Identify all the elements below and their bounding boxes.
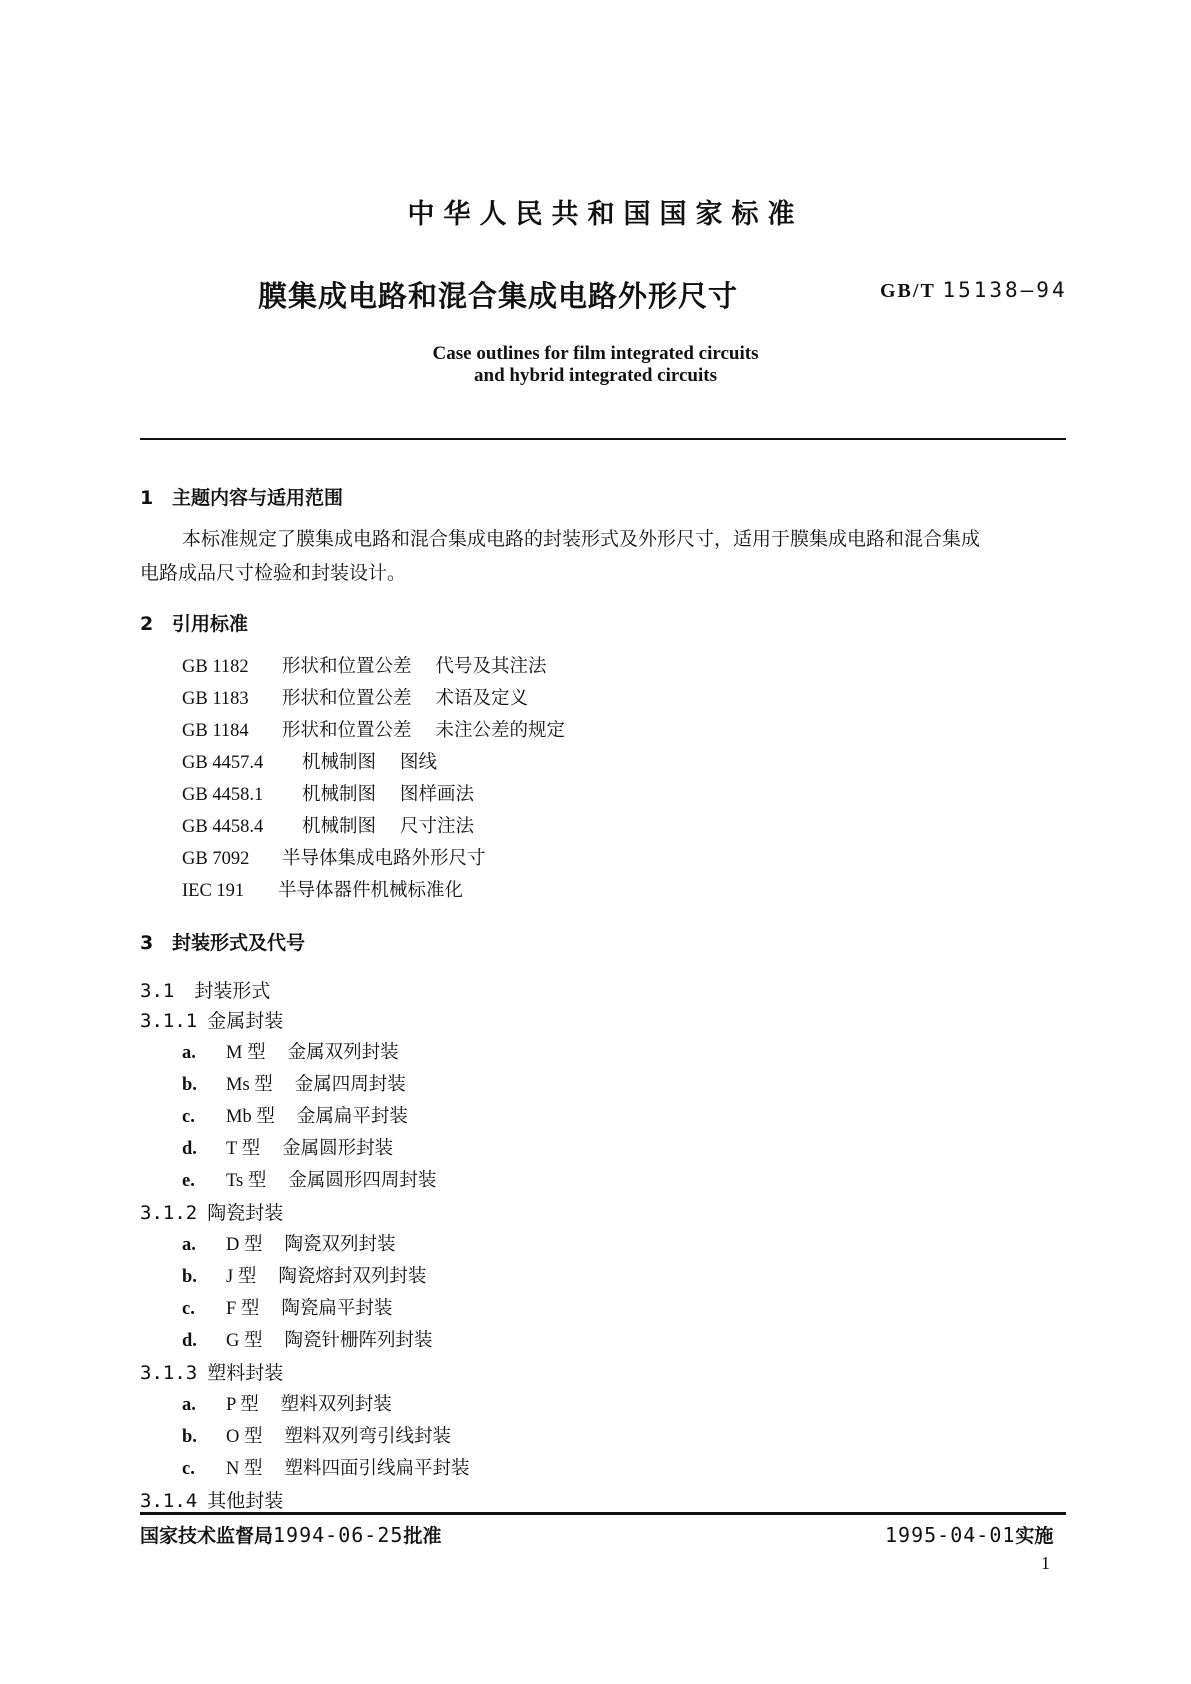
reference-row: GB 4458.1 机械制图 图样画法 bbox=[182, 784, 475, 805]
standard-code-prefix: GB/T bbox=[880, 280, 936, 302]
subsection-3-1: 3.1 封装形式 bbox=[140, 980, 271, 1002]
list-item: c. Mb 型 金属扁平封装 bbox=[182, 1106, 408, 1127]
subsection-3-1-3: 3.1.3 塑料封装 bbox=[140, 1362, 284, 1384]
subsection-3-1-2: 3.1.2 陶瓷封装 bbox=[140, 1202, 284, 1224]
list-item: b. Ms 型 金属四周封装 bbox=[182, 1074, 406, 1095]
standard-code bbox=[880, 278, 1068, 303]
header-divider bbox=[140, 438, 1066, 440]
approval-line: 国家技术监督局1994-06-25批准 bbox=[140, 1523, 442, 1547]
section-1-heading: 1 主题内容与适用范围 bbox=[140, 487, 344, 509]
section-3-heading: 3 封装形式及代号 bbox=[140, 932, 306, 954]
reference-row: GB 1183 形状和位置公差 术语及定义 bbox=[182, 688, 529, 709]
reference-row: GB 7092 半导体集成电路外形尺寸 bbox=[182, 848, 486, 869]
reference-row: GB 1182 形状和位置公差 代号及其注法 bbox=[182, 656, 547, 677]
document-title-cn: 膜集成电路和混合集成电路外形尺寸 bbox=[258, 279, 739, 313]
implementation-line: 1995-04-01实施 bbox=[885, 1523, 1054, 1547]
section-2-heading: 2 引用标准 bbox=[140, 613, 249, 635]
footer-divider bbox=[140, 1512, 1066, 1515]
reference-row: GB 1184 形状和位置公差 未注公差的规定 bbox=[182, 720, 566, 741]
list-item: a. M 型 金属双列封装 bbox=[182, 1042, 399, 1063]
list-item: a. P 型 塑料双列封装 bbox=[182, 1394, 392, 1415]
section-1-para-line1: 本标准规定了膜集成电路和混合集成电路的封装形式及外形尺寸，适用于膜集成电路和混合集成 bbox=[182, 528, 981, 550]
list-item: c. F 型 陶瓷扁平封装 bbox=[182, 1298, 393, 1319]
list-item: b. O 型 塑料双列弯引线封装 bbox=[182, 1426, 452, 1447]
document-title-en-line1: Case outlines for film integrated circuits bbox=[432, 343, 759, 364]
subsection-3-1-4: 3.1.4 其他封装 bbox=[140, 1490, 284, 1512]
document-title-en-line2: and hybrid integrated circuits bbox=[474, 365, 717, 386]
standard-org-heading: 中华人民共和国国家标准 bbox=[407, 199, 804, 230]
reference-row: GB 4457.4 机械制图 图线 bbox=[182, 752, 438, 773]
list-item: d. T 型 金属圆形封装 bbox=[182, 1138, 394, 1159]
standard-code-number: 15138—94 bbox=[942, 278, 1068, 302]
list-item: a. D 型 陶瓷双列封装 bbox=[182, 1234, 396, 1255]
list-item: e. Ts 型 金属圆形四周封装 bbox=[182, 1170, 437, 1191]
reference-row: IEC 191 半导体器件机械标准化 bbox=[182, 880, 464, 901]
page-number: 1 bbox=[1041, 1553, 1050, 1573]
list-item: b. J 型 陶瓷熔封双列封装 bbox=[182, 1266, 427, 1287]
list-item: d. G 型 陶瓷针栅阵列封装 bbox=[182, 1330, 433, 1351]
reference-row: GB 4458.4 机械制图 尺寸注法 bbox=[182, 816, 475, 837]
list-item: c. N 型 塑料四面引线扁平封装 bbox=[182, 1458, 470, 1479]
section-1-para-line2: 电路成品尺寸检验和封装设计。 bbox=[140, 562, 407, 584]
subsection-3-1-1: 3.1.1 金属封装 bbox=[140, 1010, 284, 1032]
